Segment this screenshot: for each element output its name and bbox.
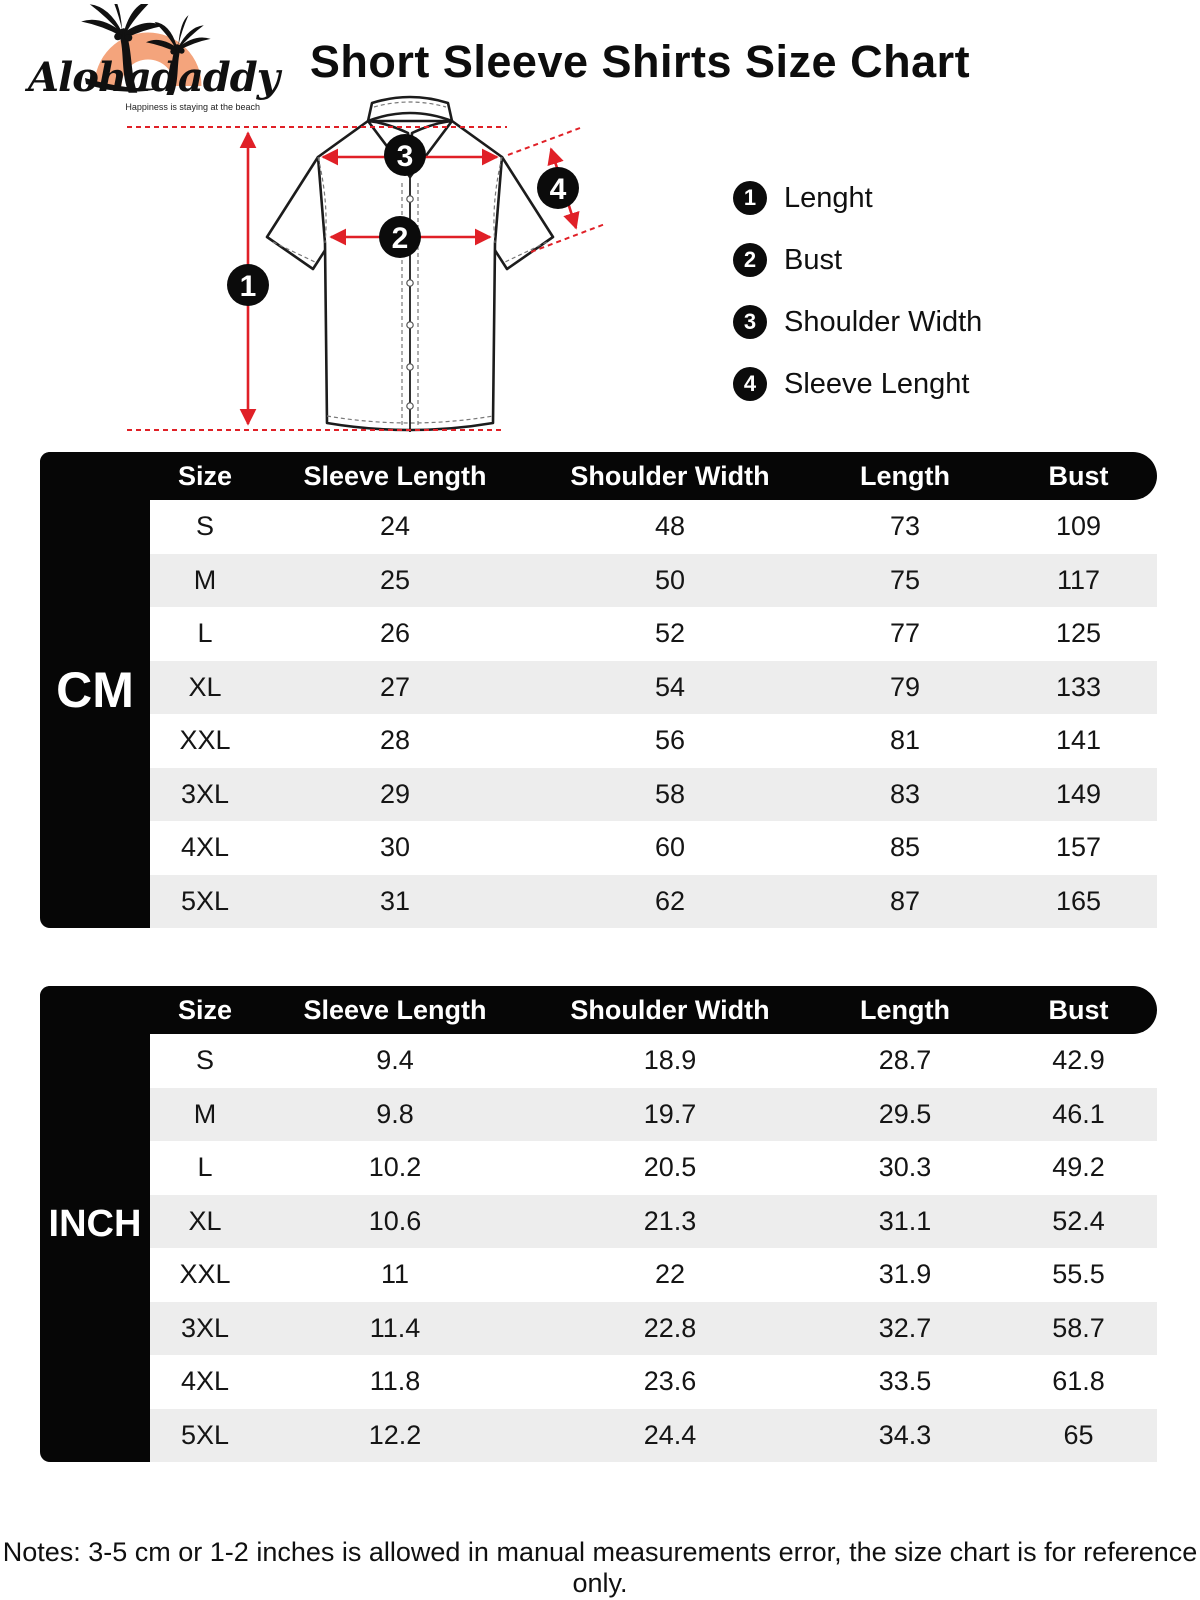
value-cell: 141 bbox=[1055, 725, 1102, 756]
value-cell: 48 bbox=[654, 511, 686, 542]
legend-badge-2: 2 bbox=[733, 243, 767, 277]
size-cell: M bbox=[193, 1098, 217, 1129]
value-cell: 28.7 bbox=[878, 1045, 932, 1076]
table-row bbox=[150, 554, 1157, 608]
brand-tagline: Happiness is staying at the beach bbox=[125, 102, 260, 112]
table-row bbox=[150, 607, 1157, 661]
legend-label: Shoulder Width bbox=[784, 305, 983, 338]
value-cell: 28 bbox=[379, 725, 411, 756]
size-cell: 3XL bbox=[180, 778, 230, 809]
value-cell: 56 bbox=[654, 725, 686, 756]
value-cell: 50 bbox=[654, 564, 686, 595]
value-cell: 81 bbox=[889, 725, 921, 756]
value-cell: 22 bbox=[654, 1259, 686, 1290]
unit-column-cm bbox=[40, 452, 150, 928]
value-cell: 73 bbox=[889, 511, 921, 542]
value-cell: 20.5 bbox=[643, 1152, 697, 1183]
unit-column-inch bbox=[40, 986, 150, 1462]
value-cell: 52.4 bbox=[1052, 1205, 1105, 1236]
value-cell: 61.8 bbox=[1052, 1366, 1105, 1397]
value-cell: 11.8 bbox=[369, 1366, 421, 1397]
column-header: Length bbox=[860, 994, 950, 1025]
measurement-legend bbox=[733, 180, 982, 428]
value-cell: 9.4 bbox=[376, 1045, 414, 1076]
value-cell: 25 bbox=[379, 564, 411, 595]
size-cell: 5XL bbox=[180, 885, 230, 916]
value-cell: 149 bbox=[1055, 778, 1102, 809]
legend-item-shoulder-width bbox=[733, 304, 982, 340]
size-cell: XXL bbox=[179, 725, 231, 756]
column-header: Size bbox=[177, 994, 233, 1025]
size-table-inch bbox=[40, 986, 1157, 1462]
table-row bbox=[150, 1355, 1157, 1409]
size-cell: XL bbox=[188, 1205, 222, 1236]
value-cell: 31 bbox=[379, 885, 411, 916]
value-cell: 55.5 bbox=[1052, 1259, 1105, 1290]
column-header: Bust bbox=[1048, 460, 1109, 491]
brand-name: Alohadaddy bbox=[28, 54, 279, 101]
svg-text:3: 3 bbox=[396, 140, 414, 173]
value-cell: 79 bbox=[889, 671, 921, 702]
svg-text:4: 4 bbox=[549, 173, 567, 206]
value-cell: 85 bbox=[889, 832, 921, 863]
table-rows bbox=[150, 500, 1157, 928]
value-cell: 31.9 bbox=[878, 1259, 932, 1290]
value-cell: 157 bbox=[1055, 832, 1102, 863]
column-header: Bust bbox=[1048, 994, 1109, 1025]
column-header: Shoulder Width bbox=[570, 460, 770, 491]
value-cell: 49.2 bbox=[1052, 1152, 1105, 1183]
value-cell: 21.3 bbox=[643, 1205, 697, 1236]
column-header: Sleeve Length bbox=[303, 994, 487, 1025]
value-cell: 42.9 bbox=[1052, 1045, 1105, 1076]
legend-badge-1: 1 bbox=[733, 181, 767, 215]
value-cell: 10.2 bbox=[368, 1152, 422, 1183]
value-cell: 87 bbox=[889, 885, 921, 916]
value-cell: 29.5 bbox=[878, 1098, 932, 1129]
value-cell: 23.6 bbox=[643, 1366, 697, 1397]
value-cell: 54 bbox=[654, 671, 686, 702]
legend-label: Lenght bbox=[784, 181, 873, 214]
table-rows bbox=[150, 1034, 1157, 1462]
value-cell: 12.2 bbox=[368, 1419, 422, 1450]
value-cell: 83 bbox=[889, 778, 921, 809]
size-table-cm bbox=[40, 452, 1157, 928]
value-cell: 117 bbox=[1056, 564, 1101, 595]
table-header bbox=[40, 452, 1157, 500]
legend-badge-4: 4 bbox=[733, 367, 767, 401]
value-cell: 10.6 bbox=[368, 1205, 422, 1236]
unit-label: CM bbox=[56, 662, 134, 718]
size-cell: 4XL bbox=[180, 832, 230, 863]
column-header: Length bbox=[860, 460, 950, 491]
size-cell: XXL bbox=[179, 1259, 231, 1290]
value-cell: 58 bbox=[654, 778, 686, 809]
table-row bbox=[150, 661, 1157, 715]
size-cell: L bbox=[197, 1152, 213, 1183]
table-row bbox=[150, 1248, 1157, 1302]
measure-badge-2 bbox=[379, 216, 421, 258]
table-header bbox=[40, 986, 1157, 1034]
size-cell: 4XL bbox=[180, 1366, 230, 1397]
table-row bbox=[150, 768, 1157, 822]
value-cell: 11 bbox=[380, 1259, 410, 1290]
svg-text:2: 2 bbox=[391, 222, 409, 255]
value-cell: 24.4 bbox=[643, 1419, 697, 1450]
table-row bbox=[150, 1302, 1157, 1356]
legend-item-length bbox=[733, 180, 982, 216]
value-cell: 19.7 bbox=[643, 1098, 697, 1129]
value-cell: 60 bbox=[654, 832, 686, 863]
legend-label: Sleeve Lenght bbox=[784, 367, 970, 400]
table-row bbox=[150, 1195, 1157, 1249]
value-cell: 32.7 bbox=[878, 1312, 932, 1343]
value-cell: 27 bbox=[379, 671, 411, 702]
value-cell: 33.5 bbox=[878, 1366, 932, 1397]
size-cell: S bbox=[195, 511, 214, 542]
shirt-measurement-diagram bbox=[115, 95, 635, 460]
value-cell: 52 bbox=[654, 618, 686, 649]
value-cell: 29 bbox=[379, 778, 411, 809]
value-cell: 9.8 bbox=[376, 1098, 414, 1129]
legend-label: Bust bbox=[784, 243, 843, 276]
size-cell: 5XL bbox=[180, 1419, 230, 1450]
page-title: Short Sleeve Shirts Size Chart bbox=[309, 36, 971, 87]
table-row bbox=[150, 1409, 1157, 1463]
column-header: Shoulder Width bbox=[570, 994, 770, 1025]
value-cell: 58.7 bbox=[1052, 1312, 1105, 1343]
measure-badge-1 bbox=[227, 264, 269, 306]
column-header: Size bbox=[177, 460, 233, 491]
size-cell: L bbox=[197, 618, 213, 649]
value-cell: 30.3 bbox=[878, 1152, 932, 1183]
notes-text: Notes: 3-5 cm or 1-2 inches is allowed in manual measurements error, the size chart is for reference only. bbox=[2, 1537, 1198, 1598]
legend-item-sleeve-length bbox=[733, 366, 982, 402]
value-cell: 133 bbox=[1055, 671, 1102, 702]
value-cell: 65 bbox=[1063, 1419, 1094, 1450]
table-row bbox=[150, 875, 1157, 929]
measure-badge-4 bbox=[537, 167, 579, 209]
table-row bbox=[150, 500, 1157, 554]
value-cell: 18.9 bbox=[643, 1045, 697, 1076]
table-row bbox=[150, 1034, 1157, 1088]
value-cell: 125 bbox=[1055, 618, 1102, 649]
size-cell: 3XL bbox=[180, 1312, 230, 1343]
value-cell: 22.8 bbox=[643, 1312, 697, 1343]
value-cell: 75 bbox=[889, 564, 921, 595]
value-cell: 31.1 bbox=[878, 1205, 932, 1236]
value-cell: 26 bbox=[379, 618, 411, 649]
svg-text:1: 1 bbox=[239, 270, 257, 303]
table-row bbox=[150, 1141, 1157, 1195]
value-cell: 34.3 bbox=[878, 1419, 932, 1450]
table-row bbox=[150, 1088, 1157, 1142]
value-cell: 24 bbox=[379, 511, 411, 542]
legend-badge-3: 3 bbox=[733, 305, 767, 339]
value-cell: 77 bbox=[889, 618, 921, 649]
unit-label: INCH bbox=[48, 1202, 142, 1245]
value-cell: 109 bbox=[1055, 511, 1102, 542]
size-cell: M bbox=[193, 564, 217, 595]
value-cell: 11.4 bbox=[369, 1312, 421, 1343]
value-cell: 30 bbox=[379, 832, 411, 863]
size-cell: S bbox=[195, 1045, 214, 1076]
legend-item-bust bbox=[733, 242, 982, 278]
column-header: Sleeve Length bbox=[303, 460, 487, 491]
table-row bbox=[150, 714, 1157, 768]
value-cell: 46.1 bbox=[1052, 1098, 1105, 1129]
measure-badge-3 bbox=[384, 134, 426, 176]
table-row bbox=[150, 821, 1157, 875]
size-cell: XL bbox=[188, 671, 222, 702]
value-cell: 62 bbox=[654, 885, 686, 916]
value-cell: 165 bbox=[1055, 885, 1102, 916]
